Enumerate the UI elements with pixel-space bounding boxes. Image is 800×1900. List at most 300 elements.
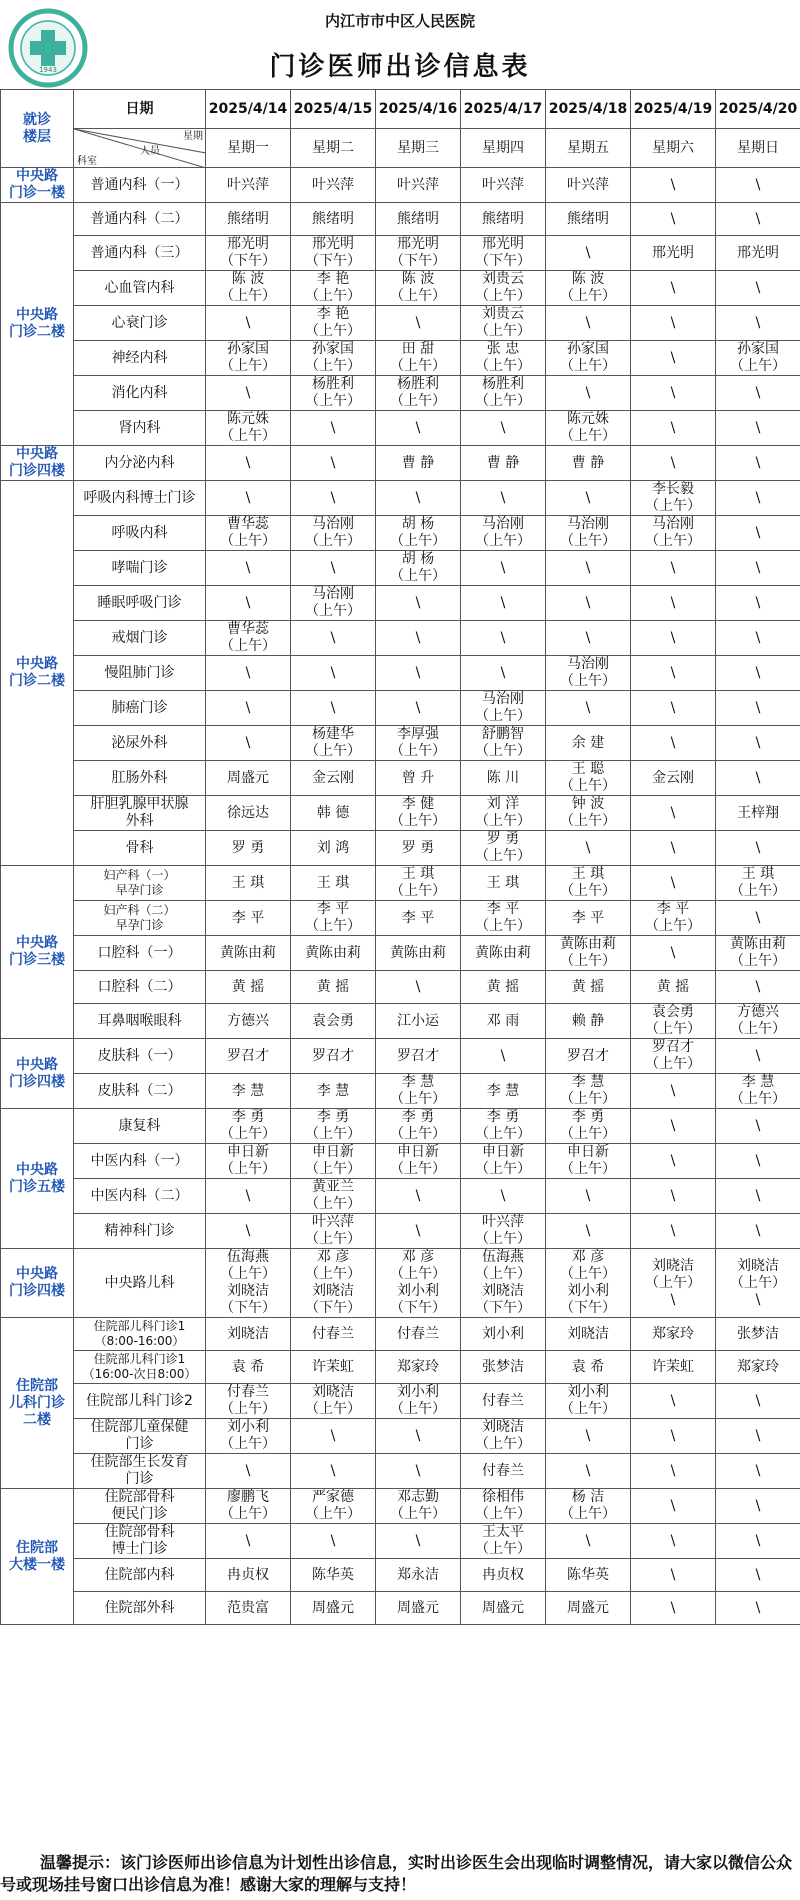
department-cell: 普通内科（二） xyxy=(74,203,206,236)
floor-cell: 中央路 门诊二楼 xyxy=(1,203,74,446)
doctor-cell: 付春兰 xyxy=(291,1318,376,1351)
doctor-cell: \ xyxy=(546,481,631,516)
doctor-cell: 邢光明 xyxy=(716,236,800,271)
weekday-cell: 星期五 xyxy=(546,129,631,168)
doctor-cell: 邢光明 xyxy=(631,236,716,271)
doctor-cell: \ xyxy=(716,1592,800,1625)
doctor-cell: 韩 德 xyxy=(291,796,376,831)
doctor-cell: \ xyxy=(546,1179,631,1214)
doctor-cell: \ xyxy=(631,866,716,901)
doctor-cell: 曹华蕊 （上午） xyxy=(206,516,291,551)
doctor-cell: 伍海燕 （上午） 刘晓洁 （下午） xyxy=(206,1249,291,1318)
department-cell: 肝胆乳腺甲状腺 外科 xyxy=(74,796,206,831)
doctor-cell: \ xyxy=(631,551,716,586)
doctor-cell: 罗召才 xyxy=(291,1039,376,1074)
doctor-cell: \ xyxy=(291,551,376,586)
doctor-cell: \ xyxy=(376,306,461,341)
doctor-cell: 曾 升 xyxy=(376,761,461,796)
doctor-cell: 王 琪 （上午） xyxy=(376,866,461,901)
doctor-cell: 胡 杨 （上午） xyxy=(376,516,461,551)
doctor-cell: \ xyxy=(291,446,376,481)
doctor-cell: 刘小利 （上午） xyxy=(206,1419,291,1454)
doctor-cell: 杨胜利 （上午） xyxy=(291,376,376,411)
doctor-cell: 刘小利 （上午） xyxy=(376,1384,461,1419)
doctor-cell: 李 慧 （上午） xyxy=(546,1074,631,1109)
doctor-cell: 陈 波 （上午） xyxy=(376,271,461,306)
doctor-cell: 刘晓洁 （上午） xyxy=(461,1419,546,1454)
doctor-cell: \ xyxy=(461,551,546,586)
doctor-cell: \ xyxy=(546,1454,631,1489)
doctor-cell: \ xyxy=(716,1489,800,1524)
doctor-cell: \ xyxy=(716,1419,800,1454)
department-cell: 普通内科（三） xyxy=(74,236,206,271)
doctor-cell: 付春兰 （上午） xyxy=(206,1384,291,1419)
doctor-cell: 田 甜 （上午） xyxy=(376,341,461,376)
doctor-cell: \ xyxy=(716,1039,800,1074)
doctor-cell: 张梦洁 xyxy=(716,1318,800,1351)
doctor-cell: 孙家国 （上午） xyxy=(716,341,800,376)
table-row xyxy=(1,621,800,656)
doctor-cell: \ xyxy=(631,1524,716,1559)
weekday-cell: 星期三 xyxy=(376,129,461,168)
table-row xyxy=(1,1351,800,1384)
doctor-cell: 张 忠 （上午） xyxy=(461,341,546,376)
department-cell: 肺癌门诊 xyxy=(74,691,206,726)
doctor-cell: \ xyxy=(716,971,800,1004)
doctor-cell: \ xyxy=(631,168,716,203)
doctor-cell: 付春兰 xyxy=(461,1454,546,1489)
doctor-cell: 李 勇 （上午） xyxy=(206,1109,291,1144)
doctor-cell: 王 聪 （上午） xyxy=(546,761,631,796)
department-cell: 口腔科（二） xyxy=(74,971,206,1004)
diagonal-header-cell xyxy=(74,129,206,168)
doctor-cell: \ xyxy=(461,1179,546,1214)
table-row xyxy=(1,971,800,1004)
doctor-cell: 刘 鸿 xyxy=(291,831,376,866)
doctor-cell: \ xyxy=(631,1559,716,1592)
doctor-cell: 黄陈由莉 （上午） xyxy=(716,936,800,971)
doctor-cell: \ xyxy=(716,1384,800,1419)
date-cell: 2025/4/18 xyxy=(546,90,631,129)
doctor-cell: \ xyxy=(631,446,716,481)
doctor-cell: 申日新 （上午） xyxy=(291,1144,376,1179)
doctor-cell: 叶兴萍 （上午） xyxy=(291,1214,376,1249)
table-row xyxy=(1,376,800,411)
doctor-cell: 马治刚 （上午） xyxy=(546,516,631,551)
doctor-cell: 孙家国 （上午） xyxy=(291,341,376,376)
doctor-cell: 王 琪 xyxy=(206,866,291,901)
doctor-cell: 冉贞权 xyxy=(461,1559,546,1592)
table-row xyxy=(1,1524,800,1559)
department-cell: 耳鼻咽喉眼科 xyxy=(74,1004,206,1039)
logo-year: 1943 xyxy=(39,66,57,74)
department-cell: 康复科 xyxy=(74,1109,206,1144)
date-cell: 2025/4/16 xyxy=(376,90,461,129)
doctor-cell: \ xyxy=(546,306,631,341)
doctor-cell: \ xyxy=(716,376,800,411)
doctor-cell: 李 平 （上午） xyxy=(461,901,546,936)
doctor-cell: 李 勇 （上午） xyxy=(461,1109,546,1144)
doctor-cell: 刘晓洁 （上午） xyxy=(291,1384,376,1419)
diag-weekday-label: 星期 xyxy=(183,131,203,142)
doctor-cell: \ xyxy=(716,1144,800,1179)
doctor-cell: 黄陈由莉 （上午） xyxy=(546,936,631,971)
doctor-cell: 余 建 xyxy=(546,726,631,761)
doctor-cell: 黄陈由莉 xyxy=(461,936,546,971)
table-row xyxy=(1,1592,800,1625)
department-cell: 精神科门诊 xyxy=(74,1214,206,1249)
doctor-cell: 熊绪明 xyxy=(376,203,461,236)
doctor-cell: \ xyxy=(716,691,800,726)
department-cell: 皮肤科（一） xyxy=(74,1039,206,1074)
doctor-cell: 范贵富 xyxy=(206,1592,291,1625)
department-cell: 慢阻肺门诊 xyxy=(74,656,206,691)
doctor-cell: 黄 摇 xyxy=(461,971,546,1004)
doctor-cell: 熊绪明 xyxy=(291,203,376,236)
table-row xyxy=(1,1109,800,1144)
weekday-cell: 星期日 xyxy=(716,129,800,168)
table-row xyxy=(1,1559,800,1592)
table-row xyxy=(1,1144,800,1179)
doctor-cell: 李长毅 （上午） xyxy=(631,481,716,516)
doctor-cell: 李 艳 （上午） xyxy=(291,306,376,341)
doctor-cell: \ xyxy=(461,1039,546,1074)
table-row xyxy=(1,236,800,271)
doctor-cell: \ xyxy=(546,831,631,866)
doctor-cell: 曹 静 xyxy=(546,446,631,481)
department-cell: 骨科 xyxy=(74,831,206,866)
doctor-cell: 陈 川 xyxy=(461,761,546,796)
doctor-cell: \ xyxy=(716,1179,800,1214)
table-row xyxy=(1,1454,800,1489)
doctor-cell: \ xyxy=(631,621,716,656)
doctor-cell: \ xyxy=(716,516,800,551)
department-cell: 住院部外科 xyxy=(74,1592,206,1625)
footer-note: 温馨提示：该门诊医师出诊信息为计划性出诊信息，实时出诊医生会出现临时调整情况，请大家以微信公众号或现场挂号窗口出诊信息为准！感谢大家的理解与支持！ xyxy=(0,1853,793,1894)
doctor-cell: 严家德 （上午） xyxy=(291,1489,376,1524)
doctor-cell: 陈元姝 （上午） xyxy=(206,411,291,446)
doctor-cell: 郑家玲 xyxy=(716,1351,800,1384)
doctor-cell: \ xyxy=(546,691,631,726)
doctor-cell: 马治刚 （上午） xyxy=(461,516,546,551)
department-cell: 戒烟门诊 xyxy=(74,621,206,656)
table-row xyxy=(1,203,800,236)
doctor-cell: \ xyxy=(546,551,631,586)
table-row xyxy=(1,1074,800,1109)
table-row xyxy=(1,306,800,341)
doctor-cell: \ xyxy=(716,481,800,516)
doctor-cell: 罗 勇 （上午） xyxy=(461,831,546,866)
doctor-cell: 马治刚 （上午） xyxy=(546,656,631,691)
date-cell: 2025/4/14 xyxy=(206,90,291,129)
hospital-name: 内江市市中区人民医院 xyxy=(324,12,475,30)
doctor-cell: \ xyxy=(291,481,376,516)
doctor-cell: 孙家国 （上午） xyxy=(206,341,291,376)
doctor-cell: 杨胜利 （上午） xyxy=(376,376,461,411)
weekday-cell: 星期四 xyxy=(461,129,546,168)
doctor-cell: \ xyxy=(631,691,716,726)
weekday-cell: 星期一 xyxy=(206,129,291,168)
doctor-cell: 李 慧 xyxy=(206,1074,291,1109)
doctor-cell: 李 平 （上午） xyxy=(631,901,716,936)
department-cell: 住院部儿科门诊1 （8:00-16:00） xyxy=(74,1318,206,1351)
doctor-cell: 邓志勤 （上午） xyxy=(376,1489,461,1524)
weekday-cell: 星期二 xyxy=(291,129,376,168)
doctor-cell: \ xyxy=(376,1179,461,1214)
doctor-cell: \ xyxy=(716,168,800,203)
floor-cell: 中央路 门诊五楼 xyxy=(1,1109,74,1249)
department-cell: 呼吸内科 xyxy=(74,516,206,551)
doctor-cell: 李 艳 （上午） xyxy=(291,271,376,306)
doctor-cell: \ xyxy=(376,971,461,1004)
table-row xyxy=(1,726,800,761)
weekday-cell: 星期六 xyxy=(631,129,716,168)
doctor-cell: 方德兴 （上午） xyxy=(716,1004,800,1039)
doctor-cell: 叶兴萍 xyxy=(461,168,546,203)
doctor-cell: 邓 彦 （上午） 刘晓洁 （下午） xyxy=(291,1249,376,1318)
doctor-cell: 冉贞权 xyxy=(206,1559,291,1592)
table-row xyxy=(1,901,800,936)
doctor-cell: \ xyxy=(206,726,291,761)
doctor-cell: 黄陈由莉 xyxy=(376,936,461,971)
doctor-cell: \ xyxy=(206,1214,291,1249)
department-cell: 住院部骨科 便民门诊 xyxy=(74,1489,206,1524)
doctor-cell: 刘晓洁 （上午） \ xyxy=(631,1249,716,1318)
doctor-cell: \ xyxy=(291,1454,376,1489)
table-row xyxy=(1,341,800,376)
doctor-cell: \ xyxy=(631,1214,716,1249)
doctor-cell: 李 勇 （上午） xyxy=(291,1109,376,1144)
doctor-cell: 马治刚 （上午） xyxy=(461,691,546,726)
doctor-cell: 钟 波 （上午） xyxy=(546,796,631,831)
doctor-cell: 周盛元 xyxy=(546,1592,631,1625)
floor-cell: 中央路 门诊四楼 xyxy=(1,446,74,481)
doctor-cell: \ xyxy=(716,551,800,586)
table-row xyxy=(1,796,800,831)
doctor-cell: 刘贵云 （上午） xyxy=(461,271,546,306)
doctor-cell: 徐相伟 （上午） xyxy=(461,1489,546,1524)
doctor-cell: 徐远达 xyxy=(206,796,291,831)
doctor-cell: \ xyxy=(716,1214,800,1249)
table-row xyxy=(1,1039,800,1074)
doctor-cell: \ xyxy=(546,376,631,411)
table-row xyxy=(1,271,800,306)
doctor-cell: 郑家玲 xyxy=(376,1351,461,1384)
doctor-cell: 李 勇 （上午） xyxy=(376,1109,461,1144)
department-cell: 住院部骨科 博士门诊 xyxy=(74,1524,206,1559)
doctor-cell: \ xyxy=(631,936,716,971)
doctor-cell: 申日新 （上午） xyxy=(461,1144,546,1179)
table-row xyxy=(1,551,800,586)
doctor-cell: \ xyxy=(631,1454,716,1489)
doctor-cell: 熊绪明 xyxy=(206,203,291,236)
department-cell: 住院部儿科门诊1 （16:00-次日8:00） xyxy=(74,1351,206,1384)
doctor-cell: \ xyxy=(376,481,461,516)
doctor-cell: \ xyxy=(291,1419,376,1454)
department-cell: 内分泌内科 xyxy=(74,446,206,481)
doctor-cell: 邓 雨 xyxy=(461,1004,546,1039)
doctor-cell: \ xyxy=(461,586,546,621)
doctor-cell: \ xyxy=(291,656,376,691)
doctor-cell: \ xyxy=(546,1214,631,1249)
doctor-cell: \ xyxy=(631,376,716,411)
doctor-cell: 罗 勇 xyxy=(206,831,291,866)
doctor-cell: 陈 波 （上午） xyxy=(206,271,291,306)
doctor-cell: 舒鹏智 （上午） xyxy=(461,726,546,761)
doctor-cell: 曹 静 xyxy=(376,446,461,481)
doctor-cell: 曹华蕊 （上午） xyxy=(206,621,291,656)
department-cell: 中医内科（二） xyxy=(74,1179,206,1214)
doctor-cell: 郑永洁 xyxy=(376,1559,461,1592)
doctor-cell: \ xyxy=(376,691,461,726)
table-row xyxy=(1,656,800,691)
doctor-cell: 刘小利 xyxy=(461,1318,546,1351)
doctor-cell: 江小运 xyxy=(376,1004,461,1039)
doctor-cell: 付春兰 xyxy=(376,1318,461,1351)
doctor-cell: \ xyxy=(716,726,800,761)
doctor-cell: \ xyxy=(631,1144,716,1179)
doctor-cell: 廖鹏飞 （上午） xyxy=(206,1489,291,1524)
table-row xyxy=(1,1214,800,1249)
doctor-cell: 马治刚 （上午） xyxy=(291,586,376,621)
doctor-cell: 李 勇 （上午） xyxy=(546,1109,631,1144)
department-cell: 住院部内科 xyxy=(74,1559,206,1592)
department-cell: 呼吸内科博士门诊 xyxy=(74,481,206,516)
doctor-cell: 周盛元 xyxy=(291,1592,376,1625)
floor-cell: 中央路 门诊二楼 xyxy=(1,481,74,866)
table-row xyxy=(1,1179,800,1214)
doctor-cell: 刘晓洁 （上午） \ xyxy=(716,1249,800,1318)
doctor-cell: 罗召才 （上午） xyxy=(631,1039,716,1074)
table-row xyxy=(1,1318,800,1351)
doctor-cell: 李 慧 xyxy=(291,1074,376,1109)
doctor-cell: 袁会勇 （上午） xyxy=(631,1004,716,1039)
doctor-cell: \ xyxy=(376,1454,461,1489)
department-cell: 住院部生长发育 门诊 xyxy=(74,1454,206,1489)
table-row xyxy=(1,411,800,446)
doctor-cell: \ xyxy=(206,1454,291,1489)
department-cell: 皮肤科（二） xyxy=(74,1074,206,1109)
table-row xyxy=(1,586,800,621)
doctor-cell: 罗召才 xyxy=(376,1039,461,1074)
doctor-cell: \ xyxy=(291,621,376,656)
doctor-cell: 金云刚 xyxy=(631,761,716,796)
doctor-cell: \ xyxy=(206,446,291,481)
doctor-cell: 马治刚 （上午） xyxy=(631,516,716,551)
doctor-cell: \ xyxy=(546,1419,631,1454)
doctor-cell: 李 健 （上午） xyxy=(376,796,461,831)
doctor-cell: 黄 摇 xyxy=(291,971,376,1004)
doctor-cell: 李 平 （上午） xyxy=(291,901,376,936)
doctor-cell: \ xyxy=(291,411,376,446)
doctor-cell: \ xyxy=(631,1074,716,1109)
doctor-cell: 罗召才 xyxy=(546,1039,631,1074)
doctor-cell: \ xyxy=(206,656,291,691)
doctor-cell: 邓 彦 （上午） 刘小利 （下午） xyxy=(376,1249,461,1318)
doctor-cell: \ xyxy=(546,621,631,656)
doctor-cell: 金云刚 xyxy=(291,761,376,796)
doctor-cell: 王 琪 xyxy=(291,866,376,901)
floor-cell: 中央路 门诊一楼 xyxy=(1,168,74,203)
doctor-cell: 方德兴 xyxy=(206,1004,291,1039)
doctor-cell: \ xyxy=(206,376,291,411)
department-cell: 中医内科（一） xyxy=(74,1144,206,1179)
doctor-cell: \ xyxy=(376,656,461,691)
doctor-cell: \ xyxy=(716,586,800,621)
doctor-cell: \ xyxy=(716,1524,800,1559)
department-cell: 住院部儿童保健 门诊 xyxy=(74,1419,206,1454)
doctor-cell: 周盛元 xyxy=(376,1592,461,1625)
schedule-table xyxy=(0,89,800,1625)
doctor-cell: \ xyxy=(376,1524,461,1559)
table-row xyxy=(1,168,800,203)
table-row xyxy=(1,1419,800,1454)
department-cell: 妇产科（二） 早孕门诊 xyxy=(74,901,206,936)
floor-cell: 中央路 门诊四楼 xyxy=(1,1039,74,1109)
doctor-cell: 杨 洁 （上午） xyxy=(546,1489,631,1524)
doctor-cell: \ xyxy=(631,1109,716,1144)
doctor-cell: 叶兴萍 xyxy=(206,168,291,203)
diag-dept-label: 科室 xyxy=(77,156,97,167)
department-cell: 睡眠呼吸门诊 xyxy=(74,586,206,621)
department-cell: 肛肠外科 xyxy=(74,761,206,796)
doctor-cell: 罗召才 xyxy=(206,1039,291,1074)
doctor-cell: 刘晓洁 xyxy=(546,1318,631,1351)
table-row xyxy=(1,481,800,516)
floor-cell: 中央路 门诊四楼 xyxy=(1,1249,74,1318)
doctor-cell: \ xyxy=(716,761,800,796)
doctor-cell: 李厚强 （上午） xyxy=(376,726,461,761)
doctor-cell: \ xyxy=(631,1179,716,1214)
doctor-cell: 熊绪明 xyxy=(546,203,631,236)
table-row xyxy=(1,1384,800,1419)
date-cell: 2025/4/17 xyxy=(461,90,546,129)
doctor-cell: 申日新 （上午） xyxy=(546,1144,631,1179)
doctor-cell: 王 琪 xyxy=(461,866,546,901)
doctor-cell: 申日新 （上午） xyxy=(376,1144,461,1179)
table-row xyxy=(1,831,800,866)
department-cell: 泌尿外科 xyxy=(74,726,206,761)
doctor-cell: \ xyxy=(206,586,291,621)
doctor-cell: \ xyxy=(631,341,716,376)
doctor-cell: \ xyxy=(716,203,800,236)
doctor-cell: 邓 彦 （上午） 刘小利 （下午） xyxy=(546,1249,631,1318)
doctor-cell: \ xyxy=(716,446,800,481)
doctor-cell: \ xyxy=(716,656,800,691)
doctor-cell: \ xyxy=(716,306,800,341)
doctor-cell: 黄亚兰 （上午） xyxy=(291,1179,376,1214)
department-cell: 消化内科 xyxy=(74,376,206,411)
doctor-cell: 邢光明 （下午） xyxy=(376,236,461,271)
doctor-cell: 刘 洋 （上午） xyxy=(461,796,546,831)
doctor-cell: 杨胜利 （上午） xyxy=(461,376,546,411)
department-cell: 心衰门诊 xyxy=(74,306,206,341)
doctor-cell: 申日新 （上午） xyxy=(206,1144,291,1179)
department-cell: 肾内科 xyxy=(74,411,206,446)
doctor-cell: \ xyxy=(631,831,716,866)
doctor-cell: \ xyxy=(631,203,716,236)
doctor-cell: \ xyxy=(206,1524,291,1559)
doctor-cell: 李 平 xyxy=(376,901,461,936)
doctor-cell: 王 琪 （上午） xyxy=(716,866,800,901)
doctor-cell: 黄 摇 xyxy=(206,971,291,1004)
doctor-cell: 叶兴萍 xyxy=(376,168,461,203)
date-header-row xyxy=(1,90,800,129)
doctor-cell: \ xyxy=(376,411,461,446)
doctor-cell: \ xyxy=(376,621,461,656)
doctor-cell: \ xyxy=(631,306,716,341)
doctor-cell: \ xyxy=(716,1109,800,1144)
